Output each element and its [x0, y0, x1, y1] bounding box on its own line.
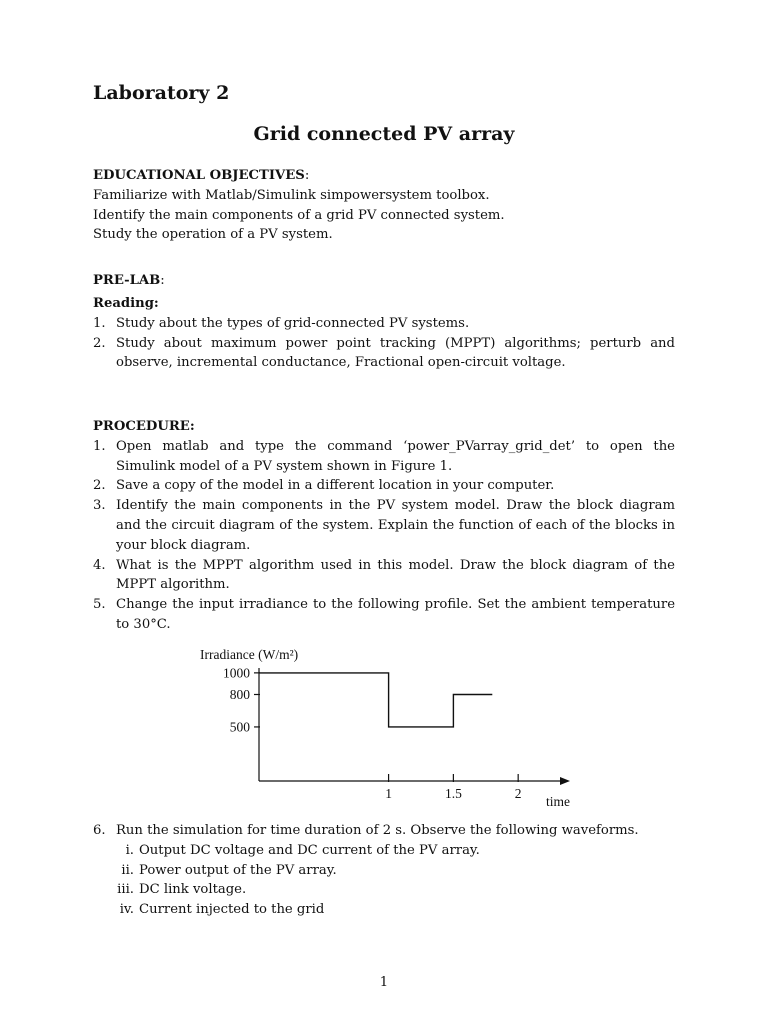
x-tick-label: 1.5: [444, 786, 462, 801]
lab-title: Laboratory 2: [93, 82, 230, 104]
sub-list-item: iv. Current injected to the grid: [119, 902, 325, 918]
document-title: Grid connected PV array: [253, 123, 515, 145]
sub-list-item: i. Output DC voltage and DC current of the PV array.: [125, 842, 480, 858]
objective-item: Study the operation of a PV system.: [93, 227, 333, 243]
list-item: 1. Study about the types of grid-connected PV systems.: [93, 315, 470, 331]
x-axis-arrow: [560, 777, 570, 785]
irradiance-profile-chart: [190, 640, 580, 815]
reading-section: [93, 294, 675, 373]
y-tick-label: 800: [229, 686, 250, 702]
list-item: 6. Run the simulation for time duration of 2 s. Observe the following waveforms.: [93, 823, 639, 838]
list-item: 3. Identify the main components in the PV system model. Draw the block diagram and the circuit diagram of the system. Explain the function of each of the blocks in your block diagram.: [93, 498, 675, 553]
objective-item: Familiarize with Matlab/Simulink simpowersystem toolbox.: [93, 187, 490, 203]
x-axis-label: time: [546, 794, 570, 809]
y-axis-label: Irradiance (W/m²): [200, 647, 299, 662]
list-item: 2. Save a copy of the model in a different location in your computer.: [93, 478, 555, 494]
x-tick-label: 2: [514, 786, 522, 801]
y-tick-label: 1000: [223, 665, 250, 681]
prelab-heading: PRE-LAB: [93, 273, 161, 288]
y-tick-label: 500: [229, 719, 250, 735]
x-tick-label: 1: [385, 786, 392, 801]
reading-heading: Reading:: [93, 296, 159, 311]
objective-item: Identify the main components of a grid PV connected system.: [93, 207, 505, 223]
sub-list-item: iii. DC link voltage.: [117, 882, 247, 898]
procedure-section: [93, 417, 675, 635]
prelab-colon: :: [160, 273, 165, 288]
objectives-colon: :: [304, 168, 310, 183]
procedure-heading: PROCEDURE:: [93, 419, 195, 434]
page-number: 1: [379, 975, 389, 990]
objectives-heading: EDUCATIONAL OBJECTIVES: [93, 168, 305, 183]
procedure-continued: [93, 821, 675, 920]
objectives-section: [93, 166, 675, 245]
list-item: 4. What is the MPPT algorithm used in this model. Draw the block diagram of the MPPT algorithm.: [93, 557, 675, 593]
prelab-section: [93, 271, 675, 291]
list-item: 5. Change the input irradiance to the following profile. Set the ambient temperature to 30°C.: [93, 597, 675, 632]
list-item: 2. Study about maximum power point tracking (MPPT) algorithms; perturb and observe, incremental conductance, Fractional open-circuit voltage.: [93, 335, 675, 371]
series-line-irradiance: [259, 673, 492, 727]
sub-list-item: ii. Power output of the PV array.: [121, 862, 337, 878]
list-item: 1. Open matlab and type the command ‘power_PVarray_grid_det’ to open the Simulink model of a PV system shown in Figure 1.: [93, 438, 675, 474]
